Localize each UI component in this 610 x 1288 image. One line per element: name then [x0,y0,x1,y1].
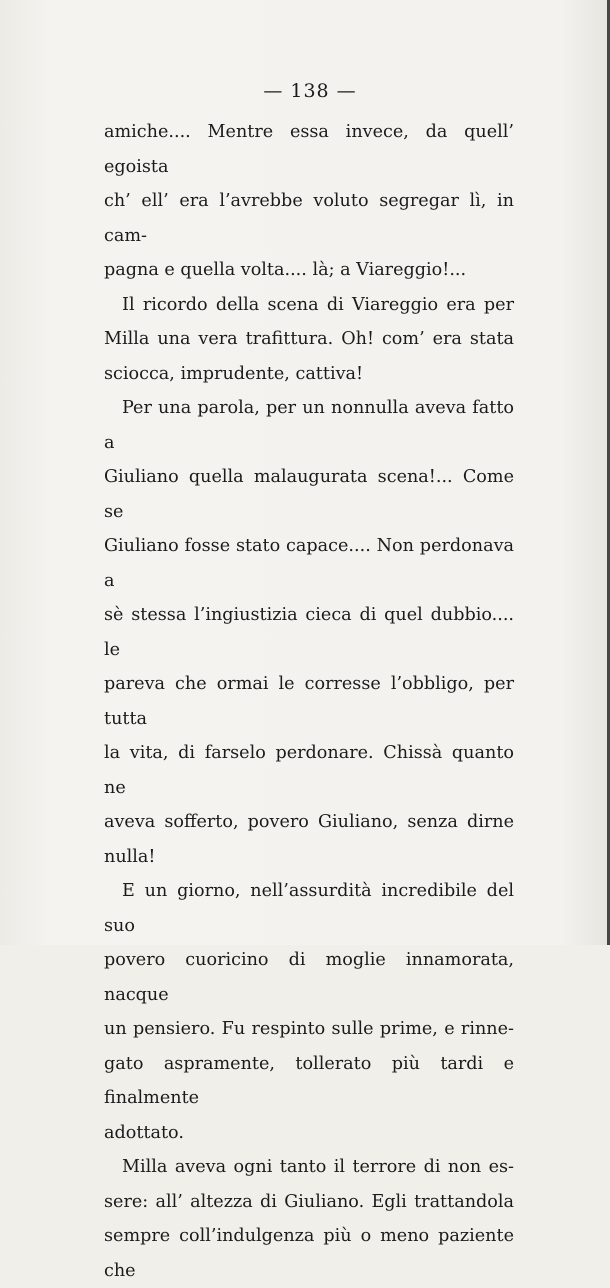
text-line: sere: all’ altezza di Giuliano. Egli trattandola [104,1191,514,1212]
paragraph-2 [104,288,514,392]
text-line: amiche.... Mentre essa invece, da quell’ egoista [104,122,514,177]
text-line: la vita, di farselo perdonare. Chissà quanto ne [104,743,514,798]
text-line: pareva che ormai le corresse l’obbligo, per tutta [104,674,514,729]
text-line: Giuliano quella malaugurata scena!... Come se [104,467,514,522]
body-text [104,115,514,1288]
text-line: E un giorno, nell’assurdità incredibile del suo [104,881,514,936]
page-number: — 138 — [263,80,357,102]
paragraph-5 [104,1150,514,1288]
paragraph-4 [104,874,514,1150]
text-line: aveva sofferto, povero Giuliano, senza dirne nulla! [104,812,514,867]
text-line: Il ricordo della scena di Viareggio era per [122,294,514,315]
text-line: sempre coll’indulgenza più o meno paziente che [104,1226,514,1281]
text-line: ch’ ell’ era l’avrebbe voluto segregar lì, in cam- [104,191,514,246]
text-line: sè stessa l’ingiustizia cieca di quel dubbio.... le [104,605,514,660]
text-line: Per una parola, per un nonnulla aveva fatto a [104,398,514,453]
text-line: Milla una vera trafittura. Oh! com’ era stata [104,329,514,349]
text-line: un pensiero. Fu respinto sulle prime, e rinne- [104,1019,514,1039]
text-line: sciocca, imprudente, cattiva! [104,363,364,384]
paragraph-3 [104,391,514,874]
text-line: pagna e quella volta.... là; a Viareggio!... [104,260,467,280]
text-line: Giuliano fosse stato capace.... Non perdonava a [104,536,514,591]
text-line: gato aspramente, tollerato più tardi e finalmente [104,1053,514,1108]
text-line: povero cuoricino di moglie innamorata, nacque [104,950,514,1005]
text-line: adottato. [104,1122,184,1143]
text-line: Milla aveva ogni tanto il terrore di non es- [122,1157,514,1177]
paragraph-1 [104,115,514,288]
